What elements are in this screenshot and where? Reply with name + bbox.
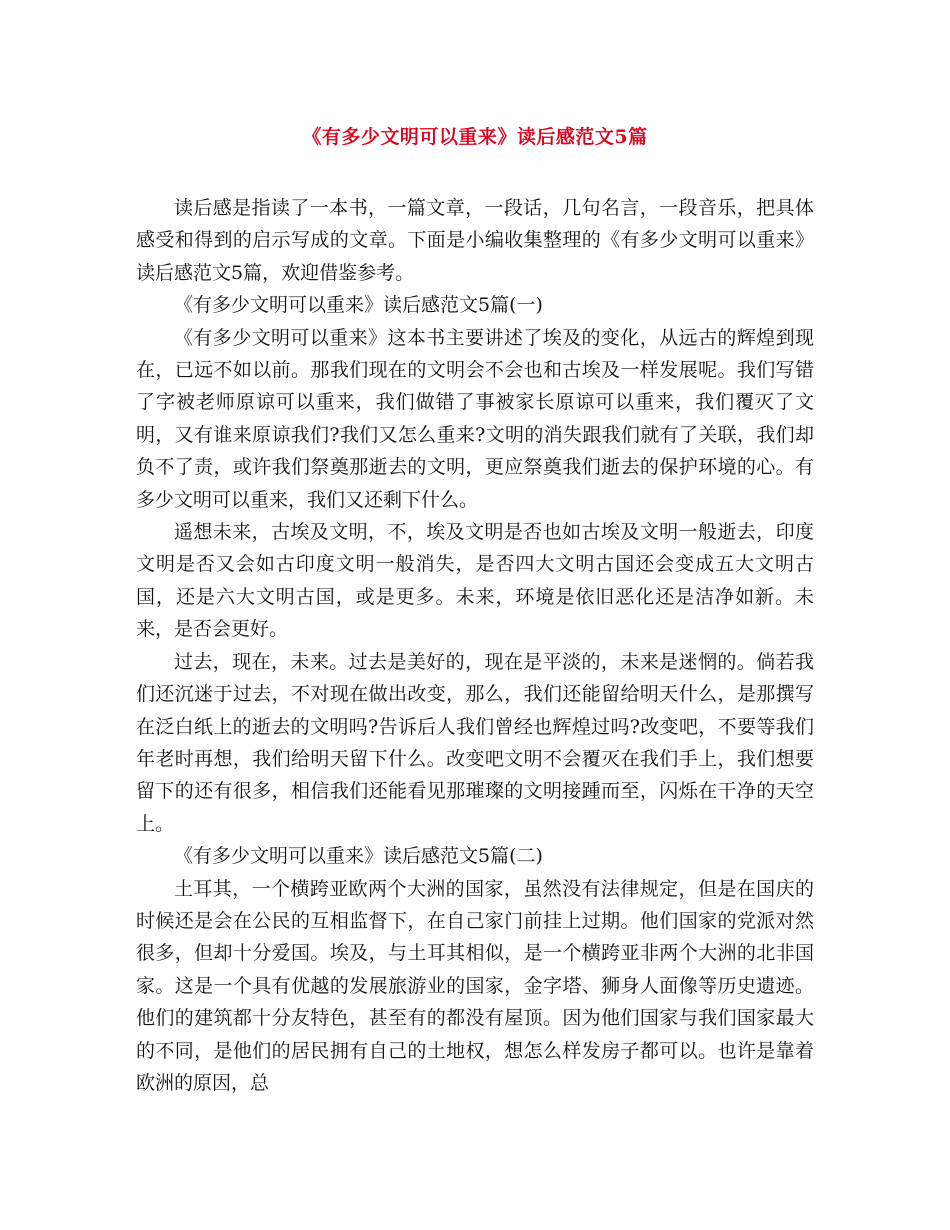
paragraph: 土耳其，一个横跨亚欧两个大洲的国家，虽然没有法律规定，但是在国庆的时候还是会在公民的互相监督下，在自己家门前挂上过期。他们国家的党派对然很多，但却十分爱国。埃及，与土耳其相似，是一个横跨亚非两个大洲的北非国家。这是一个具有优越的发展旅游业的国家，金字塔、狮身人面像等历史遗迹。他们的建筑都十分友特色，甚至有的都没有屋顶。因为他们国家与我们国家最大的不同，是他们的居民拥有自己的土地权，想怎么样发房子都可以。也许是靠着欧洲的原因，总: [136, 877, 814, 1094]
paragraph-intro: 读后感是指读了一本书，一篇文章，一段话，几句名言，一段音乐，把具体感受和得到的启示写成的文章。下面是小编收集整理的《有多少文明可以重来》读后感范文5篇，欢迎借鉴参考。: [136, 197, 814, 284]
section-heading-1: 《有多少文明可以重来》读后感范文5篇(一): [174, 294, 543, 317]
paragraph: 遥想未来，古埃及文明，不，埃及文明是否也如古埃及文明一般逝去，印度文明是否又会如古印度文明一般消失，是否四大文明古国还会变成五大文明古国，还是六大文明古国，或是更多。未来，环境是依旧恶化还是洁净如新。未来，是否会更好。: [136, 521, 814, 641]
paragraph: 过去，现在，未来。过去是美好的，现在是平淡的，未来是迷惘的。倘若我们还沉迷于过去，不对现在做出改变，那么，我们还能留给明天什么，是那撰写在泛白纸上的逝去的文明吗?告诉后人我们曾经也辉煌过吗?改变吧，不要等我们年老时再想，我们给明天留下什么。改变吧文明不会覆灭在我们手上，我们想要留下的还有很多，相信我们还能看见那璀璨的文明接踵而至，闪烁在干净的天空上。: [136, 650, 814, 835]
document-title: 《有多少文明可以重来》读后感范文5篇: [302, 126, 648, 148]
document-body: [136, 192, 814, 1099]
paragraph: 《有多少文明可以重来》这本书主要讲述了埃及的变化，从远古的辉煌到现在，已远不如以前。那我们现在的文明会不会也和古埃及一样发展呢。我们写错了字被老师原谅可以重来，我们做错了事被家长原谅可以重来，我们覆灭了文明，又有谁来原谅我们?我们又怎么重来?文明的消失跟我们就有了关联，我们却负不了责，或许我们祭奠那逝去的文明，更应祭奠我们逝去的保护环境的心。有多少文明可以重来，我们又还剩下什么。: [136, 326, 814, 511]
section-heading-2: 《有多少文明可以重来》读后感范文5篇(二): [174, 845, 543, 868]
